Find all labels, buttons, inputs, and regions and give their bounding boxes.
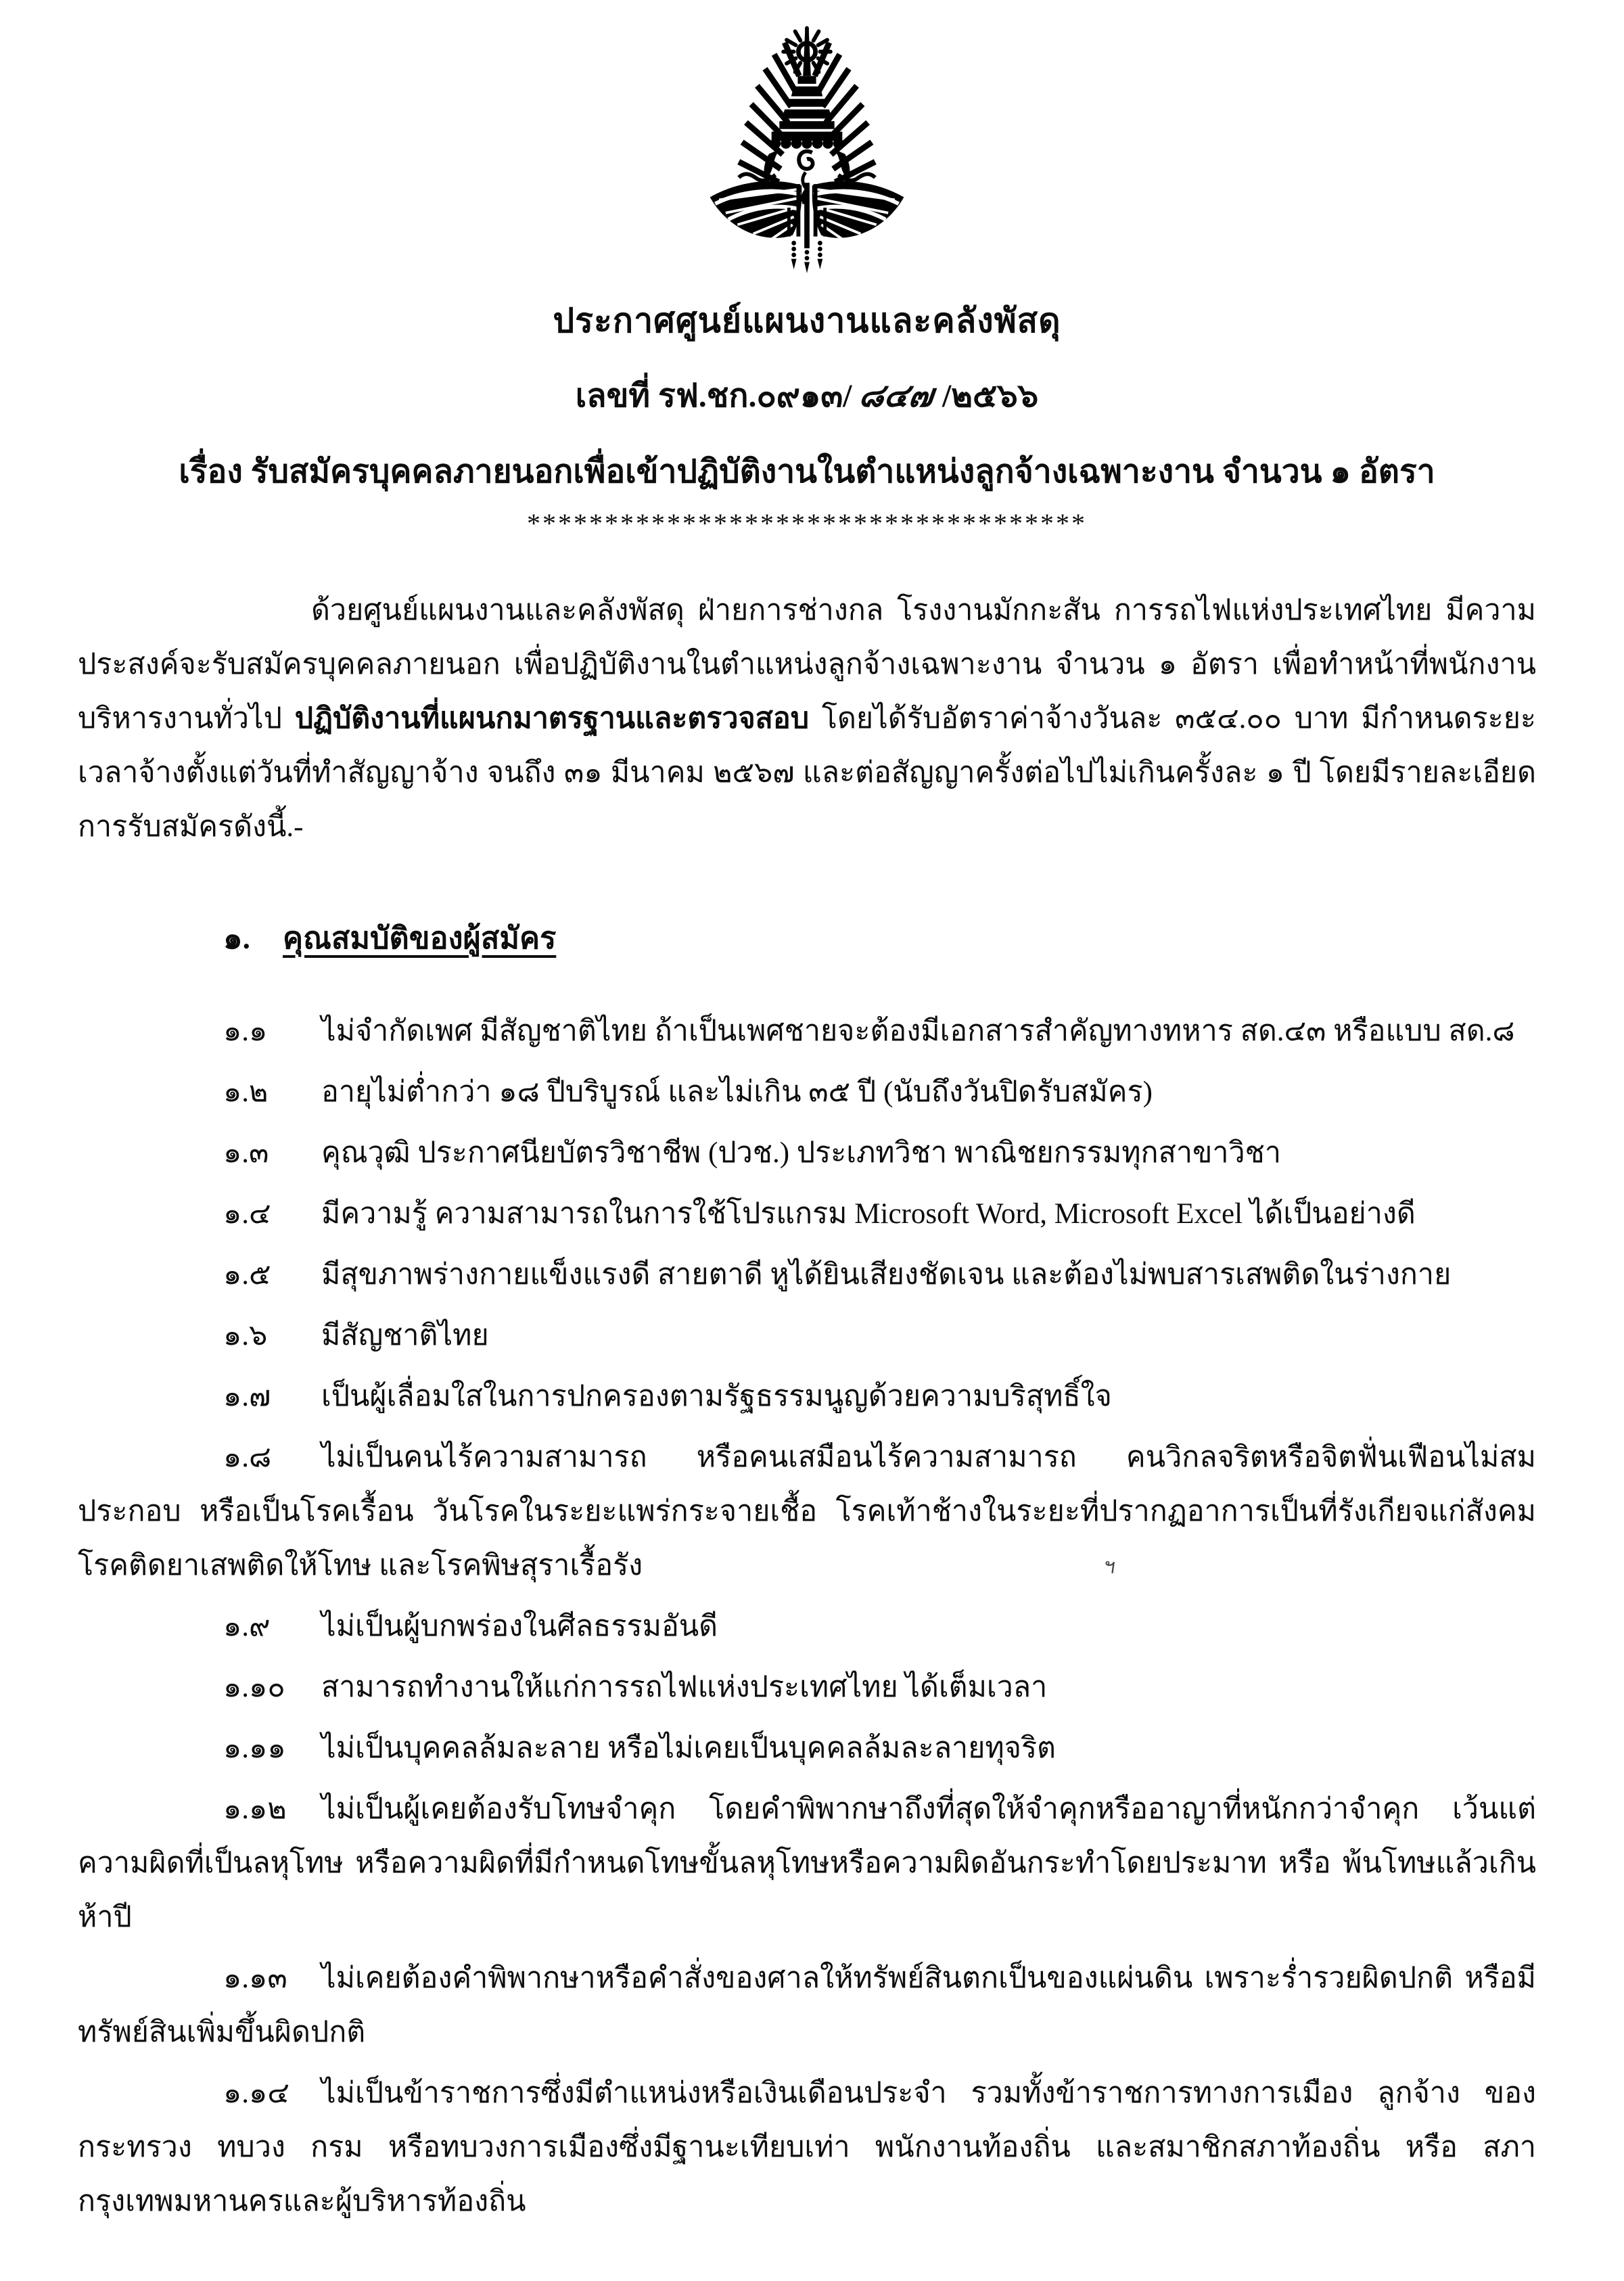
qualification-item-1-4 — [78, 1187, 1536, 1241]
item-text: ไม่เป็นข้าราชการซึ่งมีตำแหน่งหรือเงินเดือนประจำ รวมทั้งข้าราชการทางการเมือง ลูกจ้าง ของกระทรวง ทบวง กรม หรือทบวงการเมืองซึ่งมีฐานะเทียบเท่า พนักงานท้องถิ่น และสมาชิกสภาท้องถิ่น หรือ สภากรุงเทพมหานครและผู้บริหารท้องถิ่น — [78, 2077, 1536, 2217]
state-railway-emblem-logo — [702, 14, 912, 276]
section-1-number: ๑. — [223, 921, 250, 955]
document-number — [78, 373, 1536, 420]
item-number: ๑.๒ — [223, 1076, 269, 1108]
item-number: ๑.๖ — [223, 1320, 268, 1352]
qualification-item-1-13 — [78, 1952, 1536, 2060]
intro-part1: ด้วยศูนย์แผนงานและคลังพัสดุ ฝ่ายการช่างกล โรงงานมักกะสัน การรถไฟแห่งประเทศไทย มีความประสงค์จะรับสมัครบุคคลภายนอก เพื่อปฏิบัติงานในตำแหน่งลูกจ้างเฉพาะงาน จำนวน ๑ อัตรา เพื่อทำหน้าที่พนักงานบริหารงานทั่วไป — [78, 595, 1536, 735]
announcement-title: ประกาศศูนย์แผนงานและคลังพัสดุ — [553, 302, 1061, 340]
item-number: ๑.๑๐ — [223, 1672, 285, 1703]
qualification-item-1-1 — [78, 1005, 1536, 1059]
divider-stars: ************************************ — [527, 508, 1087, 538]
scan-artifact-mark: ฯ — [1102, 1554, 1117, 1579]
logo-container — [78, 14, 1536, 279]
item-number: ๑.๓ — [223, 1137, 269, 1169]
document-number-year: /๒๕๖๖ — [942, 378, 1039, 414]
item-text: ไม่เป็นบุคคลล้มละลาย หรือไม่เคยเป็นบุคคลล้มละลายทุจริต — [321, 1732, 1056, 1764]
qualification-item-1-14 — [78, 2067, 1536, 2229]
subject-line: เรื่อง รับสมัครบุคคลภายนอกเพื่อเข้าปฏิบัติงานในตำแหน่งลูกจ้างเฉพาะงาน จำนวน ๑ อัตรา — [179, 454, 1435, 490]
document-number-filled-in: ๘๔๗ — [856, 378, 935, 414]
item-number: ๑.๑๒ — [223, 1793, 287, 1825]
qualification-item-1-11 — [78, 1722, 1536, 1776]
item-text: ไม่จำกัดเพศ มีสัญชาติไทย ถ้าเป็นเพศชายจะต้องมีเอกสารสำคัญทางทหาร สด.๔๓ หรือแบบ สด.๘ — [321, 1015, 1515, 1047]
qualification-item-1-2 — [78, 1065, 1536, 1120]
item-text: ไม่เป็นผู้เคยต้องรับโทษจำคุก โดยคำพิพากษาถึงที่สุดให้จำคุกหรืออาญาที่หนักกว่าจำคุก เว้นแต่ความผิดที่เป็นลหุโทษ หรือความผิดที่มีกำหนดโทษขั้นลหุโทษหรือความผิดอันกระทำโดยประมาท หรือ พ้นโทษแล้วเกินห้าปี — [78, 1793, 1536, 1933]
item-number: ๑.๑๔ — [223, 2077, 289, 2109]
item-text: สามารถทำงานให้แก่การรถไฟแห่งประเทศไทย ได้เต็มเวลา — [321, 1672, 1048, 1703]
item-text: ไม่เคยต้องคำพิพากษาหรือคำสั่งของศาลให้ทรัพย์สินตกเป็นของแผ่นดิน เพราะร่ำรวยผิดปกติ หรือมีทรัพย์สินเพิ่มขึ้นผิดปกติ — [78, 1962, 1536, 2048]
item-number: ๑.๑ — [223, 1015, 268, 1047]
item-text: เป็นผู้เลื่อมใสในการปกครองตามรัฐธรรมนูญด้วยความบริสุทธิ์ใจ — [321, 1381, 1112, 1412]
item-text: คุณวุฒิ ประกาศนียบัตรวิชาชีพ (ปวช.) ประเภทวิชา พาณิชยกรรมทุกสาขาวิชา — [321, 1137, 1281, 1169]
section-1-title: คุณสมบัติของผู้สมัคร — [283, 921, 557, 955]
qualification-item-1-7 — [78, 1370, 1536, 1424]
item-number: ๑.๙ — [223, 1611, 271, 1642]
item-number: ๑.๑๓ — [223, 1962, 287, 1994]
item-text: มีความรู้ ความสามารถในการใช้โปรแกรม Microsoft Word, Microsoft Excel ได้เป็นอย่างดี — [321, 1198, 1416, 1230]
item-number: ๑.๔ — [223, 1198, 271, 1230]
item-number: ๑.๕ — [223, 1259, 271, 1291]
qualification-item-1-6 — [78, 1309, 1536, 1363]
intro-paragraph — [78, 584, 1536, 854]
item-text: ไม่เป็นคนไร้ความสามารถ หรือคนเสมือนไร้ความสามารถ คนวิกลจริตหรือจิตฟั่นเฟือนไม่สมประกอบ หรือเป็นโรคเรื้อน วันโรคในระยะแพร่กระจายเชื้อ โรคเท้าช้างในระยะที่ปรากฏอาการเป็นที่รังเกียจแก่สังคม โรคติดยาเสพติดให้โทษ และโรคพิษสุราเรื้อรัง — [78, 1442, 1536, 1582]
item-number: ๑.๑๑ — [223, 1732, 286, 1764]
item-text: มีสัญชาติไทย — [321, 1320, 489, 1352]
item-number: ๑.๘ — [223, 1442, 272, 1473]
qualification-item-1-5 — [78, 1248, 1536, 1302]
qualification-item-1-3 — [78, 1126, 1536, 1180]
item-number: ๑.๗ — [223, 1381, 271, 1412]
intro-bold-phrase: ปฏิบัติงานที่แผนกมาตรฐานและตรวจสอบ — [294, 703, 810, 735]
section-1-heading — [223, 911, 1536, 965]
qualification-item-1-8 — [78, 1431, 1536, 1593]
item-text: มีสุขภาพร่างกายแข็งแรงดี สายตาดี หูได้ยินเสียงชัดเจน และต้องไม่พบสารเสพติดในร่างกาย — [321, 1259, 1452, 1291]
qualification-item-1-12 — [78, 1782, 1536, 1945]
intro-part2: โดยได้รับอัตราค่าจ้างวันละ ๓๕๔.๐๐ บาท มีกำหนดระยะเวลาจ้างตั้งแต่วันที่ทำสัญญาจ้าง จนถึง ๓๑ มีนาคม ๒๕๖๗ และต่อสัญญาครั้งต่อไปไม่เกินครั้งละ ๑ ปี โดยมีรายละเอียดการรับสมัครดังนี้.- — [78, 703, 1536, 843]
item-text: อายุไม่ต่ำกว่า ๑๘ ปีบริบูรณ์ และไม่เกิน ๓๕ ปี (นับถึงวันปิดรับสมัคร) — [321, 1076, 1153, 1108]
qualification-item-1-9 — [78, 1600, 1536, 1654]
document-number-prefix: เลขที่ รฟ.ชก.๐๙๑๓/ — [575, 378, 852, 414]
qualification-item-1-10 — [78, 1661, 1536, 1715]
item-text: ไม่เป็นผู้บกพร่องในศีลธรรมอันดี — [321, 1611, 718, 1642]
